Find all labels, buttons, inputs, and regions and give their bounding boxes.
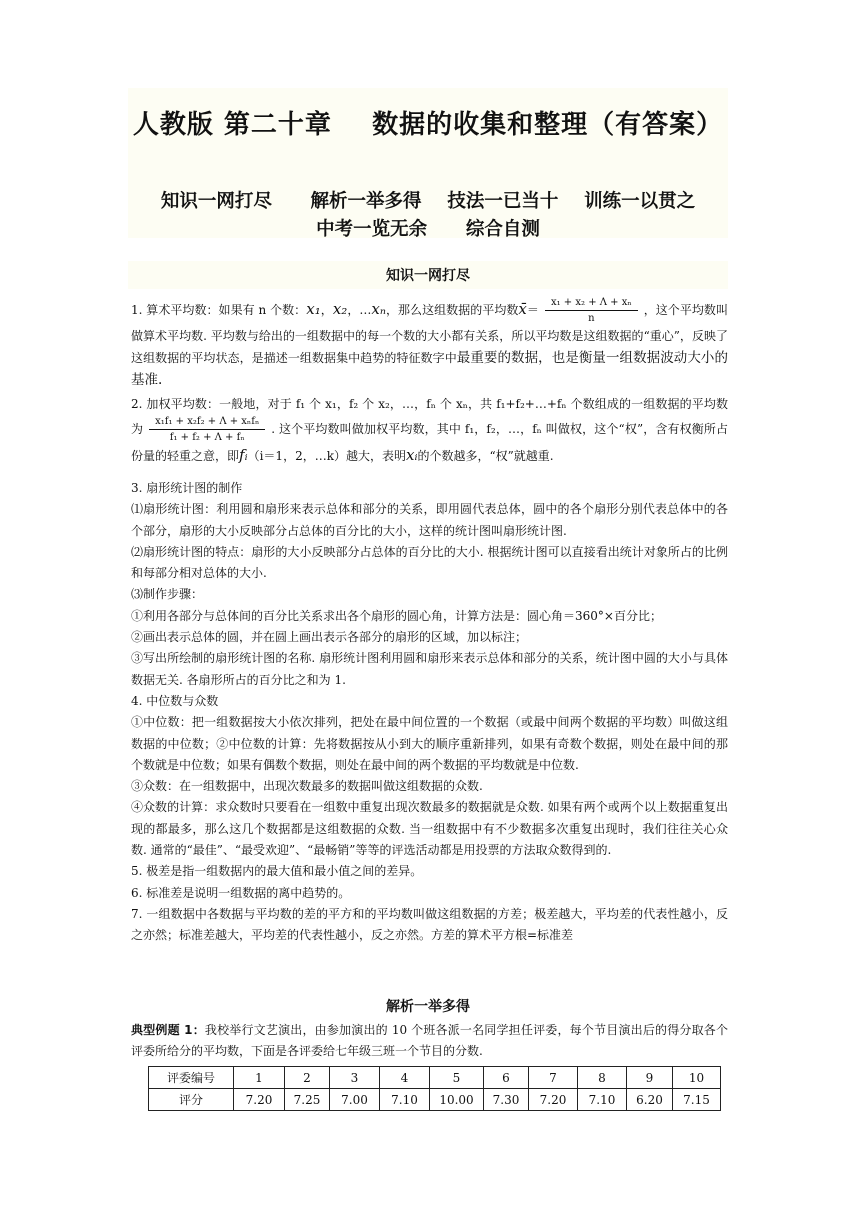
table-row-judges (149, 1067, 721, 1089)
weighted-mean-formula (149, 415, 265, 444)
section-nav-line-2: 中考一览无余 综合自测 (316, 219, 540, 240)
mode-definition: ③众数：在一组数据中，出现次数最多的数据叫做这组数据的众数. (131, 779, 483, 794)
pie-chart-step-3: ③写出所绘制的扇形统计图的名称. 扇形统计图利用圆和扇形来表示总体和部分的关系，统计图中圆的大小与具体数据无关. 各扇形所占的百分比之和为 1. (131, 651, 728, 687)
paragraph-arithmetic-mean: 1. 算术平均数：如果有 n 个数：x₁，x₂，…xₙ，那么这组数据的平均数x̄＝ $\frac{\text{x₁ + x₂ + Λ + xₙ}}{n}$ ，这个平均数叫做算术平均数. 平均数与给出的一组数据中的每一个数的大小都有关系，所以平均数是这组数据的“重心”，反映了这组数据的平均状态，是描述一组数据集中趋势的特征数字中最重要的数据，也是衡量一组数据波动大小的基准. (131, 297, 728, 388)
paragraph-weighted-mean (131, 393, 728, 467)
text: ，这个平均数叫做算术平均数. 平均数与给出的一组数据中的每一个数的大小都有关系，所以平均数是这组数据的“重心”，反映了这组数据的平均状态，是描述一组数据集中趋势的特征数字中 (131, 303, 728, 365)
heading-median-mode: 4. 中位数与众数 (131, 693, 219, 708)
judge-score-table (148, 1066, 721, 1111)
example-label: 典型例题 1： (131, 1023, 205, 1037)
table-cell: 4 (380, 1067, 430, 1089)
table-cell: 7.10 (380, 1089, 430, 1111)
example-1 (131, 1020, 728, 1063)
mean-formula-denominator: n (588, 313, 595, 324)
table-header-cell: 评委编号 (149, 1067, 234, 1089)
weighted-mean-numerator: x₁f₁ + x₂f₂ + Λ + xₙfₙ (149, 415, 265, 430)
text: ，那么这组数据的平均数 (385, 303, 519, 317)
heading-pie-chart: 3. 扇形统计图的制作 (131, 481, 243, 495)
table-cell: 9 (627, 1067, 673, 1089)
table-cell: 7.30 (484, 1089, 529, 1111)
mean-formula (545, 296, 638, 325)
table-cell: 7.25 (285, 1089, 330, 1111)
text: 的个数越多，“权”就越重. (417, 449, 554, 463)
text: （i＝1，2，…k）越大，表明 (247, 449, 406, 463)
variance-definition: 7. 一组数据中各数据与平均数的差的平方和的平均数叫做这组数据的方差；极差越大，平均差的代表性越小，反之亦然；标准差越大，平均差的代表性越小，反之亦然。方差的算术平方根=标准差 (131, 906, 728, 943)
table-cell: 7.10 (578, 1089, 627, 1111)
weighted-mean-denominator: f₁ + f₂ + Λ + fₙ (169, 432, 245, 443)
var-xbar: x̄ (518, 300, 527, 318)
var-xn: xₙ (371, 300, 386, 318)
table-cell: 5 (430, 1067, 484, 1089)
var-fi: fᵢ (239, 446, 248, 464)
var-x1: x₁ (306, 300, 321, 318)
table-cell: 3 (330, 1067, 380, 1089)
table-cell: 7.20 (234, 1089, 285, 1111)
text: ，… (347, 303, 372, 317)
table-cell: 7 (529, 1067, 578, 1089)
pie-chart-definition: ⑴扇形统计图：利用圆和扇形来表示总体和部分的关系，即用圆代表总体，圆中的各个扇形分别代表总体中的各个部分，扇形的大小反映部分占总体的百分比的大小，这样的统计图叫扇形统计图. (131, 502, 728, 538)
table-cell: 7.20 (529, 1089, 578, 1111)
section-nav-line-1: 知识一网打尽 解析一举多得 技法一已当十 训练一以贯之 (160, 191, 696, 212)
section-heading-analysis: 解析一举多得 (386, 999, 470, 1015)
text: 1. 算术平均数：如果有 n 个数： (131, 303, 307, 317)
text: 2. 加权平均数：一般地，对于 f₁ 个 x₁，f₂ 个 x₂，…，fₙ 个 xₙ，共 f₁+f₂+…+fₙ 个数组成的一组数据的平均数为 (131, 397, 728, 436)
range-definition: 5. 极差是指一组数据内的最大值和最小值之间的差异。 (131, 864, 423, 879)
table-cell: 6.20 (627, 1089, 673, 1111)
median-definition: ①中位数：把一组数据按大小依次排列，把处在最中间位置的一个数据（或最中间两个数据的平均数）叫做这组数据的中位数；②中位数的计算：先将数据按从小到大的顺序重新排列，如果有奇数个数据，则处在最中间的那个数就是中位数；如果有偶数个数据，则处在最中间的两个数据的平均数就是中位数. (131, 715, 728, 772)
text: . 这个平均数叫做加权平均数，其中 f₁，f₂，…，fₙ 叫做权，这个“权”，含有权衡所占份量的轻重之意，即 (131, 422, 728, 463)
table-cell: 7.15 (673, 1089, 721, 1111)
mode-calculation: ④众数的计算：求众数时只要看在一组数中重复出现次数最多的数据就是众数. 如果有两个或两个以上数据重复出现的都最多，那么这几个数据都是这组数据的众数. 当一组数据中有不少数据多次重复出现时，我们往往关心众数. 通常的“最佳”、“最受欢迎”、“最畅销”等等的评选活动都是用投票的方法取众数得到的. (131, 800, 728, 858)
text: ＝ (526, 303, 539, 317)
pie-chart-features: ⑵扇形统计图的特点：扇形的大小反映部分占总体的百分比的大小. 根据统计图可以直接看出统计对象所占的比例和每部分相对总体的大小. (131, 544, 728, 581)
table-cell: 10.00 (430, 1089, 484, 1111)
mean-formula-numerator: x₁ + x₂ + Λ + xₙ (545, 296, 638, 311)
table-header-cell: 评分 (149, 1089, 234, 1111)
table-cell: 7.00 (330, 1089, 380, 1111)
text: 最重要的数据，也是衡量一组数据波动大小的基准. (131, 350, 728, 388)
stddev-definition: 6. 标准差是说明一组数据的离中趋势的。 (131, 885, 351, 900)
example-text: 我校举行文艺演出，由参加演出的 10 个班各派一名同学担任评委，每个节目演出后的得分取各个评委所给分的平均数，下面是各评委给七年级三班一个节目的分数. (131, 1023, 729, 1059)
pie-chart-step-2: ②画出表示总体的圆，并在圆上画出表示各部分的扇形的区域，加以标注； (131, 630, 528, 645)
table-cell: 1 (234, 1067, 285, 1089)
var-x2: x₂ (332, 300, 348, 318)
section-heading-knowledge: 知识一网打尽 (386, 268, 470, 284)
table-cell: 2 (285, 1067, 330, 1089)
table-row-scores (149, 1089, 721, 1111)
document-title: 人教版 第二十章 数据的收集和整理（有答案） (132, 110, 724, 140)
pie-chart-step-1: ①利用各部分与总体间的百分比关系求出各个扇形的圆心角，计算方法是：圆心角＝360°×百分比； (131, 608, 662, 623)
table-cell: 6 (484, 1067, 529, 1089)
var-xi: xᵢ (405, 446, 418, 464)
table-cell: 8 (578, 1067, 627, 1089)
pie-chart-steps-title: ⑶制作步骤： (131, 587, 204, 602)
table-cell: 10 (673, 1067, 721, 1089)
paragraph-pie-chart (131, 478, 728, 947)
